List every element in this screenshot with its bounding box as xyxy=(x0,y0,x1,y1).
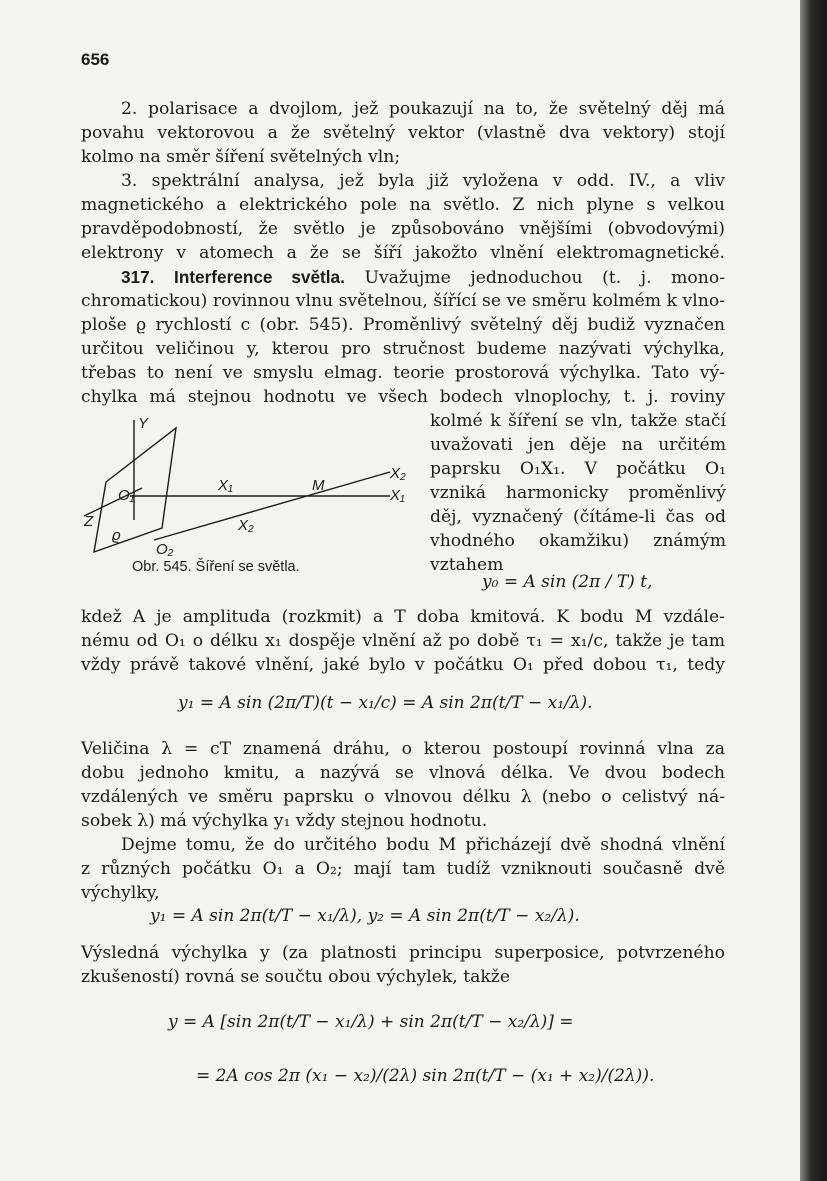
text-line: 3. spektrální analysa, jež byla již vyložena v odd. IV., a vliv xyxy=(121,171,725,191)
text-line: vztahem xyxy=(430,555,504,575)
text-line: ploše ϱ rychlostí c (obr. 545). Proměnlivý světelný děj budiž vyznačen xyxy=(81,315,725,335)
label-m: M xyxy=(312,477,325,494)
text-line: výchylky, xyxy=(81,883,160,903)
label-y: Y xyxy=(138,415,149,432)
text-line: povahu vektorovou a že světelný vektor (vlastně dva vektory) stojí xyxy=(81,123,725,143)
text-line: vždy právě takové vlnění, jaké bylo v počátku O₁ před dobou τ₁, tedy xyxy=(81,655,725,675)
text-line: vhodného okamžiku) známým xyxy=(430,531,726,551)
text-line: magnetického a elektrického pole na světlo. Z nich plyne s velkou xyxy=(81,195,725,215)
text-line: chylka má stejnou hodnotu ve všech bodech vlnoplochy, t. j. roviny xyxy=(81,387,725,407)
equation-y1: y₁ = A sin (2π/T)(t − x₁/c) = A sin 2π(t/T − x₁/λ). xyxy=(178,693,593,713)
label-o2: O₂ xyxy=(156,541,174,558)
text-line: paprsku O₁X₁. V počátku O₁ xyxy=(430,459,726,479)
text-line: vzdálených ve směru paprsku o vlnovou délku λ (nebo o celistvý ná- xyxy=(81,787,725,807)
label-o1: O₁ xyxy=(118,487,135,504)
text-line: z různých počátku O₁ a O₂; mají tam tudíž vzniknouti současně dvě xyxy=(81,859,725,879)
text-line: určitou veličinou y, kterou pro stručnost budeme nazývati výchylka, xyxy=(81,339,725,359)
figure-caption: Obr. 545. Šíření se světla. xyxy=(132,559,300,575)
text-line: zkušeností) rovná se součtu obou výchylek, takže xyxy=(81,967,511,987)
section-number: 317. xyxy=(121,267,155,287)
text-line: kolmo na směr šíření světelných vln; xyxy=(81,147,401,167)
text-line: 2. polarisace a dvojlom, jež poukazují na to, že světelný děj má xyxy=(121,99,725,119)
section-title: Interference světla. xyxy=(174,267,345,287)
equation-y0: y₀ = A sin (2π / T) t, xyxy=(482,572,653,592)
section-text: Uvažujme jednoduchou (t. j. mono- xyxy=(364,268,725,288)
page-number: 656 xyxy=(81,50,110,69)
label-rho: ϱ xyxy=(112,527,121,544)
label-x1: X₁ xyxy=(218,477,233,494)
text-line: Veličina λ = cT znamená dráhu, o kterou postoupí rovinná vlna za xyxy=(81,739,725,759)
text-line: Dejme tomu, že do určitého bodu M přicházejí dvě shodná vlnění xyxy=(121,835,725,855)
label-x1-end: X₁ xyxy=(390,487,405,504)
text-line: nému od O₁ o délku x₁ dospěje vlnění až po době τ₁ = x₁/c, takže je tam xyxy=(81,631,725,651)
text-line: chromatickou) rovinnou vlnu světelnou, šířící se ve směru kolmém k vlno- xyxy=(81,291,725,311)
equation-sum-1: y = A [sin 2π(t/T − x₁/λ) + sin 2π(t/T − x₂/λ)] = xyxy=(168,1012,574,1032)
text-line: Výsledná výchylka y (za platnosti principu superposice, potvrzeného xyxy=(81,943,725,963)
text-line: kdež A je amplituda (rozkmit) a T doba kmitová. K bodu M vzdále- xyxy=(81,607,725,627)
text-line: uvažovati jen děje na určitém xyxy=(430,435,726,455)
ray-x2 xyxy=(154,472,390,540)
label-x2: X₂ xyxy=(238,517,254,534)
label-z: Z xyxy=(84,513,94,530)
text-line: děj, vyznačený (čítáme-li čas od xyxy=(430,507,726,527)
wave-plane xyxy=(94,428,176,552)
equation-pair: y₁ = A sin 2π(t/T − x₁/λ), y₂ = A sin 2π(t/T − x₂/λ). xyxy=(150,906,580,926)
text-line: elektrony v atomech a že se šíří jakožto vlnění elektromagnetické. xyxy=(81,243,725,263)
text-line: třebas to není ve smyslu elmag. teorie prostorová výchylka. Tato vý- xyxy=(81,363,725,383)
text-line: vzniká harmonicky proměnlivý xyxy=(430,483,726,503)
text-line: pravděpodobností, že světlo je způsobováno vnějšími (obvodovými) xyxy=(81,219,725,239)
equation-sum-2: = 2A cos 2π (x₁ − x₂)/(2λ) sin 2π(t/T − (x₁ + x₂)/(2λ)). xyxy=(196,1066,655,1086)
figure-wave-propagation xyxy=(84,408,424,558)
label-x2-end: X₂ xyxy=(390,465,406,482)
text-line: kolmé k šíření se vln, takže stačí xyxy=(430,411,726,431)
text-line: sobek λ) má výchylka y₁ vždy stejnou hodnotu. xyxy=(81,811,488,831)
section-line xyxy=(81,266,725,289)
book-gutter xyxy=(800,0,827,1181)
text-line: dobu jednoho kmitu, a nazývá se vlnová délka. Ve dvou bodech xyxy=(81,763,725,783)
